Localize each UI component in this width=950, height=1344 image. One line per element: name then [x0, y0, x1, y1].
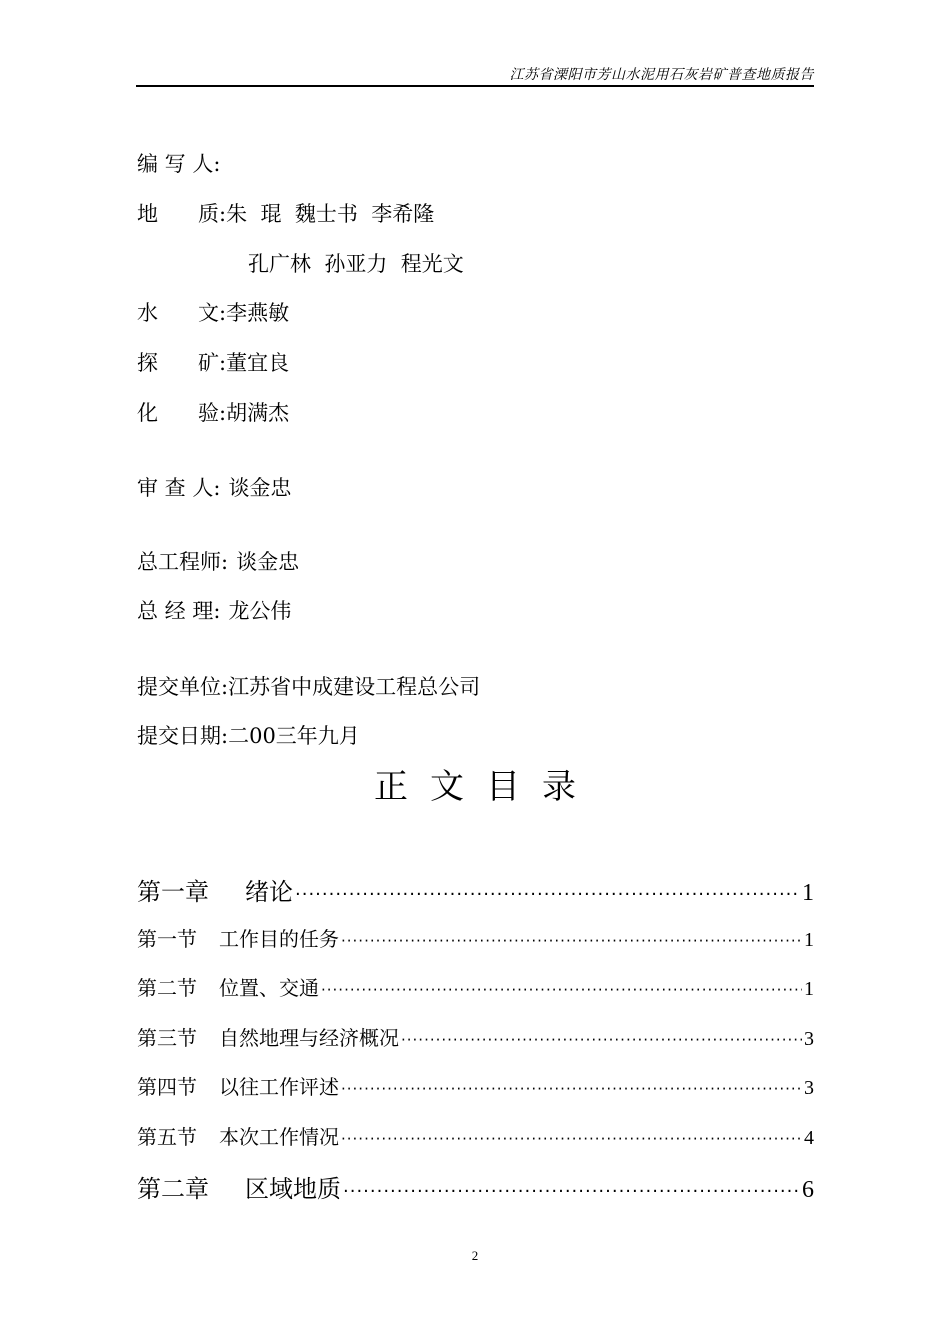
geology-names-2: 孔广林 孙亚力 程光文	[248, 252, 464, 276]
toc-entry-number: 第四节	[137, 1075, 197, 1099]
toc-entry-section-1-5[interactable]	[137, 1121, 814, 1150]
hydrology-row	[137, 300, 289, 326]
toc-entry-page: 1	[802, 880, 814, 906]
toc-entry-page: 1	[804, 929, 814, 951]
toc-entry-section-1-4[interactable]	[137, 1071, 814, 1100]
toc-entry-section-1-3[interactable]	[137, 1022, 814, 1051]
reviewer-name: 谈金忠	[228, 476, 292, 500]
hydrology-label: 水 文:	[137, 301, 227, 325]
exploration-label: 探 矿:	[137, 351, 227, 375]
submitter-name: 江苏省中成建设工程总公司	[228, 675, 481, 699]
geology-row	[137, 201, 434, 227]
exploration-row	[137, 350, 289, 376]
lab-label: 化 验:	[137, 401, 227, 425]
toc-entry-number: 第一章	[137, 878, 209, 906]
lab-row	[137, 400, 289, 426]
toc-title: 正文目录	[374, 767, 598, 807]
date-value: 二00三年九月	[228, 724, 360, 748]
toc-leader-dots	[295, 884, 800, 905]
toc-entry-number: 第三节	[137, 1026, 197, 1050]
toc-entry-title: 以往工作评述	[219, 1075, 339, 1099]
toc-entry-title: 绪论	[245, 878, 293, 906]
toc-leader-dots	[401, 1031, 802, 1049]
reviewer-row	[137, 475, 291, 501]
general-manager-label: 总 经 理:	[137, 599, 221, 623]
toc-entry-section-1-1[interactable]	[137, 923, 814, 952]
toc-entry-number: 第一节	[137, 927, 197, 951]
hydrology-name: 李燕敏	[226, 301, 290, 325]
toc-entry-chapter-1[interactable]	[137, 872, 814, 907]
toc-entry-number: 第五节	[137, 1125, 197, 1149]
exploration-name: 董宜良	[226, 351, 290, 375]
date-row	[137, 723, 360, 749]
chief-engineer-name: 谈金忠	[236, 550, 300, 574]
toc-leader-dots	[343, 1181, 800, 1202]
toc-entry-title: 位置、交通	[219, 976, 319, 1000]
chief-engineer-label: 总工程师:	[137, 550, 229, 574]
header-rule	[136, 85, 814, 87]
toc-leader-dots	[341, 1080, 802, 1098]
submitter-label: 提交单位:	[137, 675, 229, 699]
writers-label: 编 写 人:	[137, 152, 221, 176]
toc-entry-page: 6	[802, 1177, 814, 1203]
writers-row	[137, 151, 220, 177]
lab-name: 胡满杰	[226, 401, 290, 425]
toc-entry-page: 1	[804, 978, 814, 1000]
toc-entry-page: 4	[804, 1127, 814, 1149]
general-manager-name: 龙公伟	[228, 599, 292, 623]
geology-row-2	[248, 251, 464, 277]
toc-entry-number: 第二节	[137, 976, 197, 1000]
toc-entry-title: 工作目的任务	[219, 927, 339, 951]
running-header: 江苏省溧阳市芳山水泥用石灰岩矿普查地质报告	[509, 67, 814, 83]
toc-leader-dots	[341, 1130, 802, 1148]
submitter-row	[137, 674, 480, 700]
geology-label: 地 质:	[137, 202, 227, 226]
toc-entry-page: 3	[804, 1028, 814, 1050]
toc-entry-title: 本次工作情况	[219, 1125, 339, 1149]
page-number: 2	[471, 1248, 479, 1263]
date-label: 提交日期:	[137, 724, 229, 748]
general-manager-row	[137, 598, 291, 624]
toc-entry-chapter-2[interactable]	[137, 1169, 814, 1204]
reviewer-label: 审 查 人:	[137, 476, 221, 500]
toc-entry-page: 3	[804, 1077, 814, 1099]
toc-entry-title: 区域地质	[245, 1175, 341, 1203]
toc-entry-section-1-2[interactable]	[137, 972, 814, 1001]
toc-leader-dots	[341, 932, 802, 950]
geology-names-1: 朱 琨 魏士书 李希隆	[226, 202, 435, 226]
chief-engineer-row	[137, 549, 299, 575]
toc-entry-number: 第二章	[137, 1175, 209, 1203]
toc-entry-title: 自然地理与经济概况	[219, 1026, 399, 1050]
toc-leader-dots	[321, 981, 802, 999]
